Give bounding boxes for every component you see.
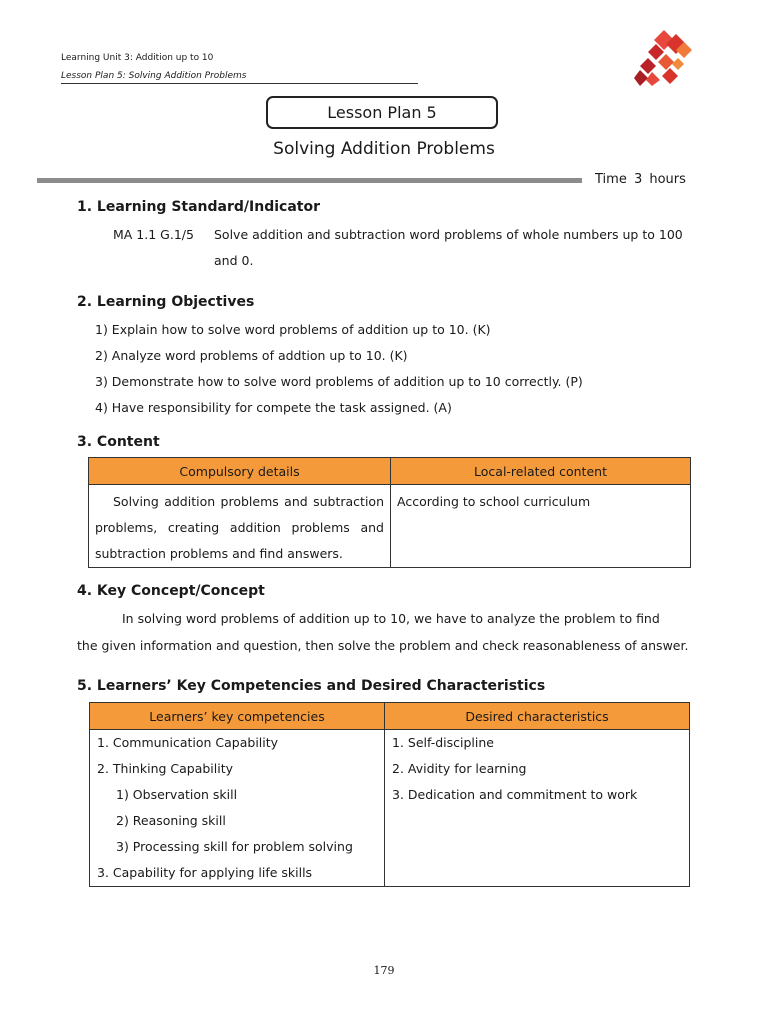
header-plan: Lesson Plan 5: Solving Addition Problems: [61, 71, 247, 81]
objective-item: 1) Explain how to solve word problems of addition up to 10. (K): [95, 322, 491, 337]
page-number: 179: [373, 964, 395, 977]
characteristic-item: 3. Dedication and commitment to work: [392, 787, 638, 802]
lesson-subtitle: Solving Addition Problems: [273, 139, 495, 159]
section-1-title: 1. Learning Standard/Indicator: [77, 199, 320, 215]
header-unit: Learning Unit 3: Addition up to 10: [61, 53, 214, 63]
content-table: [88, 457, 691, 568]
section-5-title: 5. Learners’ Key Competencies and Desired Characteristics: [77, 678, 546, 694]
characteristic-item: 2. Avidity for learning: [392, 761, 527, 776]
objective-item: 4) Have responsibility for compete the task assigned. (A): [95, 400, 452, 415]
standard-text-line2: and 0.: [214, 253, 254, 268]
content-header-local: Local-related content: [391, 458, 691, 485]
competency-subitem: 3) Processing skill for problem solving: [116, 839, 353, 854]
competency-item: 2. Thinking Capability: [97, 761, 234, 776]
time-divider-bar: [37, 178, 582, 183]
characteristics-header: Desired characteristics: [385, 703, 690, 730]
competencies-header: Learners’ key competencies: [90, 703, 385, 730]
brand-logo-icon: [634, 30, 694, 86]
section-2-title: 2. Learning Objectives: [77, 294, 255, 310]
local-content-text: According to school curriculum: [397, 494, 591, 509]
objective-item: 2) Analyze word problems of addtion up to 10. (K): [95, 348, 408, 363]
content-header-compulsory: Compulsory details: [89, 458, 391, 485]
standard-text-line1: Solve addition and subtraction word problems of whole numbers up to 100: [214, 227, 683, 242]
section-3-title: 3. Content: [77, 434, 160, 450]
standard-code: MA 1.1 G.1/5: [113, 227, 194, 242]
concept-line2: the given information and question, then solve the problem and check reasonableness of answer.: [77, 638, 689, 653]
competencies-table: [89, 702, 690, 887]
competency-item: 1. Communication Capability: [97, 735, 279, 750]
header-divider: [61, 83, 418, 84]
lesson-title: Lesson Plan 5: [266, 96, 498, 129]
competency-item: 3. Capability for applying life skills: [97, 865, 313, 880]
section-4-title: 4. Key Concept/Concept: [77, 583, 265, 599]
competency-subitem: 2) Reasoning skill: [116, 813, 226, 828]
time-label: Time 3 hours: [595, 172, 686, 187]
compulsory-details-text: Solving addition problems and subtraction problems, creating addition problems and subtraction problems and find answers.: [95, 494, 384, 561]
characteristic-item: 1. Self-discipline: [392, 735, 494, 750]
competency-subitem: 1) Observation skill: [116, 787, 238, 802]
concept-line1: In solving word problems of addition up to 10, we have to analyze the problem to find: [122, 611, 660, 626]
objective-item: 3) Demonstrate how to solve word problems of addition up to 10 correctly. (P): [95, 374, 583, 389]
